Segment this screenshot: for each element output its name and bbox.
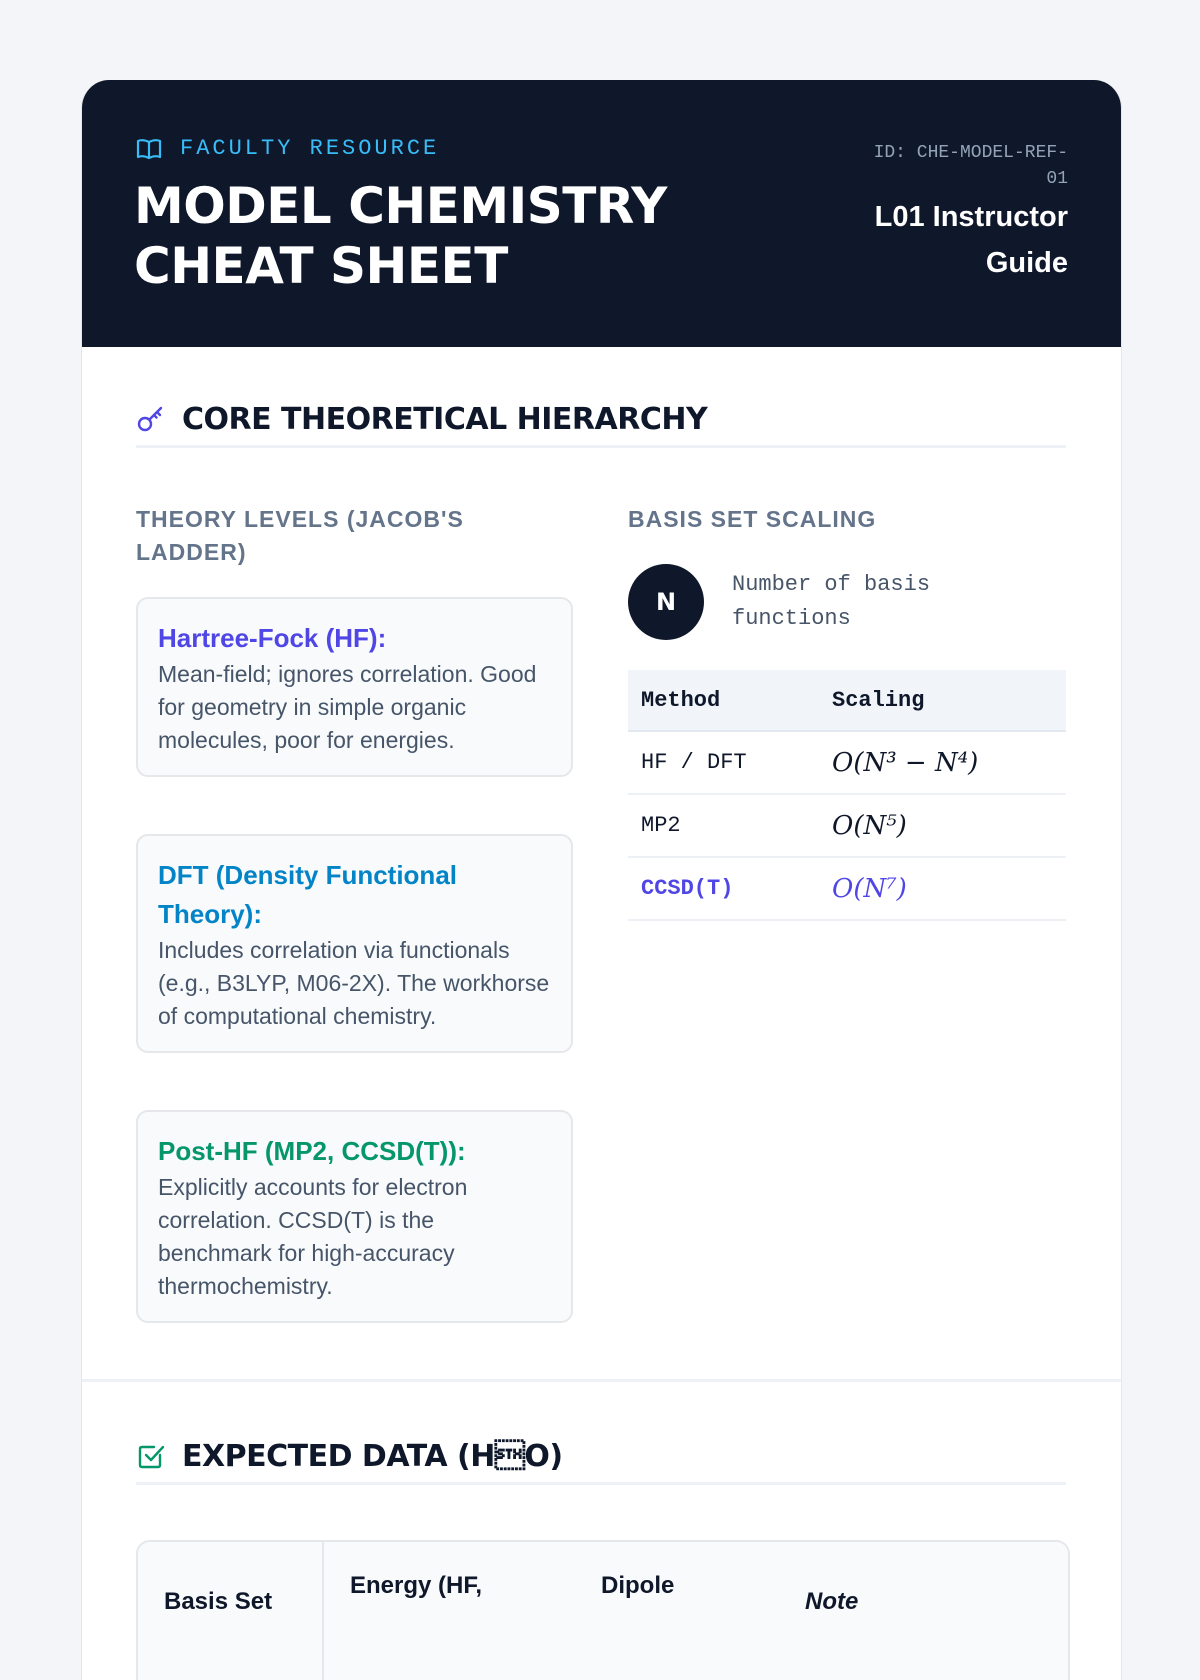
theory-card-body: Explicitly accounts for electron correlation. CCSD(T) is the benchmark for high-accuracy thermochemistry. — [158, 1174, 468, 1299]
theory-card-body: Includes correlation via functionals (e.g., B3LYP, M06-2X). The workhorse of computational chemistry. — [158, 937, 550, 1029]
method-cell: HF / DFT — [628, 731, 819, 794]
book-open-icon — [136, 137, 162, 161]
n-badge: N — [628, 564, 704, 640]
table-row — [628, 794, 1066, 857]
section-title: EXPECTED DATA (HO) — [182, 1438, 563, 1474]
table-header-row — [138, 1542, 1068, 1680]
theory-levels-heading: THEORY LEVELS (JACOB'S LADDER) — [136, 506, 464, 565]
page-title: MODEL CHEMISTRY CHEAT SHEET — [134, 177, 667, 295]
guide-label: L01 Instructor Guide — [874, 201, 1068, 279]
column-header-energy: Energy (HF, — [350, 1572, 483, 1599]
eyebrow — [136, 136, 439, 161]
document-id-line-2: 01 — [1046, 169, 1068, 189]
method-cell: CCSD(T) — [628, 857, 819, 920]
cheat-sheet-card — [81, 80, 1122, 1680]
theory-card-hf — [136, 597, 573, 777]
document-id-line-1: ID: CHE-MODEL-REF- — [873, 143, 1068, 163]
theory-card-title: Hartree-Fock (HF): — [158, 623, 387, 653]
theory-card-title: Post-HF (MP2, CCSD(T)): — [158, 1136, 466, 1166]
scaling-table — [628, 670, 1066, 921]
table-header-row — [628, 670, 1066, 731]
column-header-dipole: Dipole — [601, 1572, 675, 1599]
column-header-basis-set: Basis Set — [138, 1542, 324, 1680]
scaling-cell: O(N³ − N⁴) — [819, 731, 1066, 794]
scaling-cell: O(N⁷) — [819, 857, 1066, 920]
column-header-scaling: Scaling — [819, 670, 1066, 731]
n-label: Number of basis functions — [732, 572, 931, 631]
hero-header — [82, 80, 1121, 347]
scaling-cell: O(N⁵) — [819, 794, 1066, 857]
column-header-method: Method — [628, 670, 819, 731]
method-cell: MP2 — [628, 794, 819, 857]
eyebrow-label: FACULTY RESOURCE — [180, 136, 440, 161]
section-title: CORE THEORETICAL HIERARCHY — [182, 401, 708, 437]
theory-card-title: DFT (Density Functional Theory): — [158, 860, 457, 929]
section-header-hierarchy — [136, 393, 1066, 448]
theory-card-body: Mean-field; ignores correlation. Good for geometry in simple organic molecules, poor for energies. — [158, 661, 537, 753]
key-icon — [136, 404, 166, 434]
table-row-highlighted — [628, 857, 1066, 920]
theory-card-post-hf — [136, 1110, 573, 1323]
basis-scaling-heading: BASIS SET SCALING — [628, 506, 877, 532]
check-square-icon — [136, 1441, 166, 1471]
column-header-note: Note — [805, 1588, 859, 1615]
document-id — [808, 140, 1068, 192]
section-divider — [82, 1379, 1121, 1382]
section-header-expected — [136, 1430, 1066, 1485]
expected-data-table — [136, 1540, 1070, 1680]
table-row — [628, 731, 1066, 794]
theory-card-dft — [136, 834, 573, 1053]
